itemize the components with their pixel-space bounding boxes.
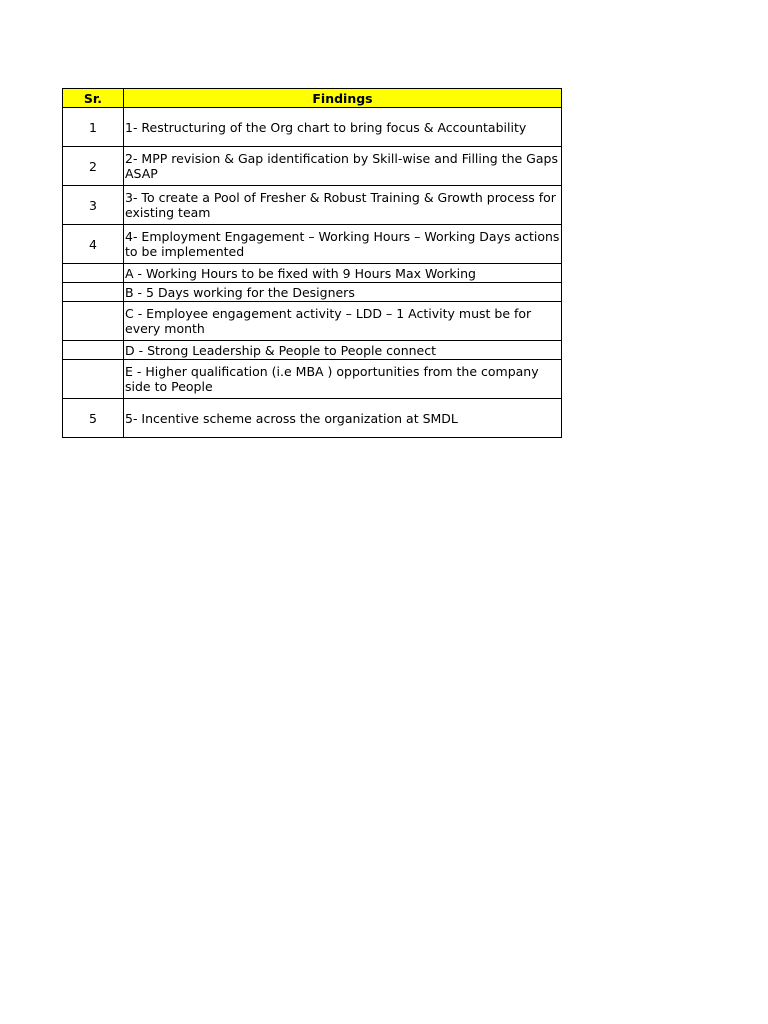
cell-sr xyxy=(63,360,124,399)
table-row xyxy=(63,108,562,147)
table-row xyxy=(63,399,562,438)
table-row xyxy=(63,360,562,399)
cell-finding: 5- Incentive scheme across the organization at SMDL xyxy=(124,399,562,438)
cell-sr: 3 xyxy=(63,186,124,225)
cell-sr: 2 xyxy=(63,147,124,186)
cell-finding: E - Higher qualification (i.e MBA ) opportunities from the company side to People xyxy=(124,360,562,399)
findings-table xyxy=(62,88,562,438)
cell-finding: 4- Employment Engagement – Working Hours – Working Days actions to be implemented xyxy=(124,225,562,264)
cell-sr xyxy=(63,283,124,302)
table-row xyxy=(63,283,562,302)
cell-sr xyxy=(63,302,124,341)
table-row xyxy=(63,264,562,283)
cell-finding: A - Working Hours to be fixed with 9 Hours Max Working xyxy=(124,264,562,283)
cell-sr: 4 xyxy=(63,225,124,264)
header-sr: Sr. xyxy=(63,89,124,108)
table-row xyxy=(63,341,562,360)
cell-sr xyxy=(63,341,124,360)
cell-sr: 1 xyxy=(63,108,124,147)
table-row xyxy=(63,225,562,264)
cell-finding: 1- Restructuring of the Org chart to bring focus & Accountability xyxy=(124,108,562,147)
table-row xyxy=(63,147,562,186)
cell-finding: C - Employee engagement activity – LDD – 1 Activity must be for every month xyxy=(124,302,562,341)
cell-finding: B - 5 Days working for the Designers xyxy=(124,283,562,302)
cell-finding: 2- MPP revision & Gap identification by Skill-wise and Filling the Gaps ASAP xyxy=(124,147,562,186)
table-row xyxy=(63,302,562,341)
cell-sr xyxy=(63,264,124,283)
cell-finding: D - Strong Leadership & People to People connect xyxy=(124,341,562,360)
header-row xyxy=(63,89,562,108)
cell-finding: 3- To create a Pool of Fresher & Robust Training & Growth process for existing team xyxy=(124,186,562,225)
header-findings: Findings xyxy=(124,89,562,108)
table-row xyxy=(63,186,562,225)
cell-sr: 5 xyxy=(63,399,124,438)
